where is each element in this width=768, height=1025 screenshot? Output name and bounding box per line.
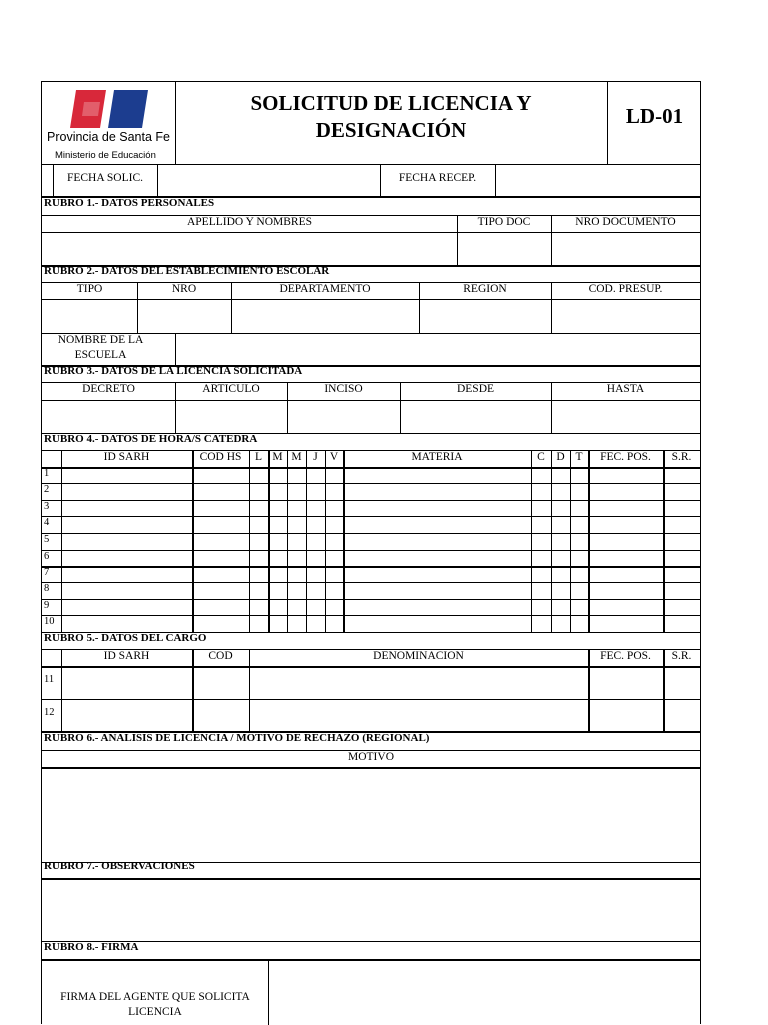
rubro2-col-region: REGION (463, 283, 507, 295)
rubro4-row-number: 2 (44, 484, 50, 495)
form-title-line1: SOLICITUD DE LICENCIA Y (250, 91, 532, 115)
license-request-form (41, 81, 701, 1024)
rubro4-title: RUBRO 4.- DATOS DE HORA/S CATEDRA (44, 433, 258, 445)
rubro2-col-departamento: DEPARTAMENTO (279, 283, 371, 295)
rubro5-row-number: 11 (44, 674, 55, 685)
rubro4-col-sr: S.R. (671, 451, 692, 463)
rubro5-title: RUBRO 5.- DATOS DEL CARGO (44, 632, 207, 644)
articulo-field[interactable] (176, 401, 286, 432)
form-title (175, 90, 607, 144)
rubro4-row-number: 3 (44, 501, 50, 512)
rubro4-row-number: 6 (44, 551, 50, 562)
rubro4-col-fec-pos: FEC. POS. (600, 451, 651, 463)
motivo-field[interactable] (43, 769, 699, 862)
rubro8-title: RUBRO 8.- FIRMA (44, 941, 139, 953)
ministry-name: Ministerio de Educación (55, 150, 156, 161)
rubro6-motivo-label: MOTIVO (348, 751, 394, 763)
nombre-escuela-label-line2: ESCUELA (74, 349, 127, 361)
rubro4-col-m1: M (272, 451, 283, 463)
rubro4-col-m2: M (291, 451, 302, 463)
rubro5-col-fec-pos: FEC. POS. (600, 650, 651, 662)
rubro1-title: RUBRO 1.- DATOS PERSONALES (44, 197, 215, 209)
hasta-field[interactable] (552, 401, 699, 432)
rubro4-row-number: 1 (44, 468, 50, 479)
rubro1-col-tipo-doc: TIPO DOC (477, 216, 531, 228)
rubro2-title: RUBRO 2.- DATOS DEL ESTABLECIMIENTO ESCOLAR (44, 265, 330, 277)
region-field[interactable] (420, 300, 550, 332)
fecha-solic-field[interactable] (158, 165, 380, 196)
fecha-recep-label: FECHA RECEP. (398, 172, 477, 184)
desde-field[interactable] (401, 401, 550, 432)
rubro4-col-id-sarh: ID SARH (103, 451, 150, 463)
firma-agente-label (42, 990, 268, 1020)
rubro3-col-inciso: INCISO (324, 383, 363, 395)
rubro4-col-c: C (537, 451, 545, 463)
rubro7-title: RUBRO 7.- OBSERVACIONES (44, 860, 195, 872)
province-name: Provincia de Santa Fe (47, 130, 170, 144)
nombre-escuela-field[interactable] (176, 334, 699, 365)
rubro4-row-number: 4 (44, 517, 50, 528)
rubro3-col-articulo: ARTICULO (202, 383, 260, 395)
rubro3-col-desde: DESDE (456, 383, 495, 395)
rubro4-row-number: 9 (44, 600, 50, 611)
logo-block (42, 82, 175, 164)
cod-presup-field[interactable] (552, 300, 699, 332)
rubro4-row-number: 5 (44, 534, 50, 545)
nombre-escuela-label (42, 333, 159, 363)
rubro5-col-sr: S.R. (671, 650, 692, 662)
rubro5-row-number: 12 (44, 707, 55, 718)
rubro5-col-cod: COD (208, 650, 233, 662)
rubro3-title: RUBRO 3.- DATOS DE LA LICENCIA SOLICITADA (44, 365, 303, 377)
rubro4-col-l: L (254, 451, 263, 463)
rubro4-col-cod-hs: COD HS (199, 451, 242, 463)
rubro1-col-nro-doc: NRO DOCUMENTO (575, 216, 676, 228)
rubro4-col-materia: MATERIA (411, 451, 463, 463)
rubro3-col-hasta: HASTA (606, 383, 645, 395)
decreto-field[interactable] (43, 401, 174, 432)
rubro2-col-cod-presup: COD. PRESUP. (588, 283, 663, 295)
rubro3-col-decreto: DECRETO (82, 383, 135, 395)
nombre-escuela-label-line1: NOMBRE DE LA (57, 334, 144, 346)
tipo-doc-field[interactable] (458, 233, 550, 266)
rubro4-col-d: D (556, 451, 565, 463)
rubro6-title: RUBRO 6.- ANALISIS DE LICENCIA / MOTIVO DE RECHAZO (REGIONAL) (44, 732, 430, 744)
santa-fe-logo-icon (70, 88, 150, 130)
form-code: LD-01 (625, 104, 684, 128)
inciso-field[interactable] (288, 401, 399, 432)
observaciones-field[interactable] (43, 880, 699, 941)
nro-documento-field[interactable] (552, 233, 699, 266)
firma-field[interactable] (270, 961, 699, 1025)
nro-field[interactable] (138, 300, 230, 332)
rubro4-col-t: T (575, 451, 583, 463)
rubro2-col-nro: NRO (171, 283, 197, 295)
fecha-recep-field[interactable] (496, 165, 700, 196)
firma-agente-label-line1: FIRMA DEL AGENTE QUE SOLICITA (60, 991, 250, 1003)
departamento-field[interactable] (232, 300, 418, 332)
rubro4-col-j: J (313, 451, 318, 463)
apellido-nombres-field[interactable] (43, 233, 456, 266)
rubro4-col-v: V (329, 451, 339, 463)
rubro4-row-number: 10 (44, 616, 55, 627)
fecha-solic-label: FECHA SOLIC. (66, 172, 144, 184)
rubro1-col-apellido: APELLIDO Y NOMBRES (186, 216, 312, 228)
rubro5-col-id-sarh: ID SARH (103, 650, 150, 662)
rubro2-col-tipo: TIPO (76, 283, 103, 295)
form-title-line2: DESIGNACIÓN (315, 118, 467, 142)
rubro4-row-number: 8 (44, 583, 50, 594)
firma-agente-label-line2: LICENCIA (128, 1006, 182, 1018)
rubro5-col-denominacion: DENOMINACION (373, 650, 464, 662)
rubro4-row-number: 7 (44, 567, 50, 578)
tipo-field[interactable] (43, 300, 136, 332)
